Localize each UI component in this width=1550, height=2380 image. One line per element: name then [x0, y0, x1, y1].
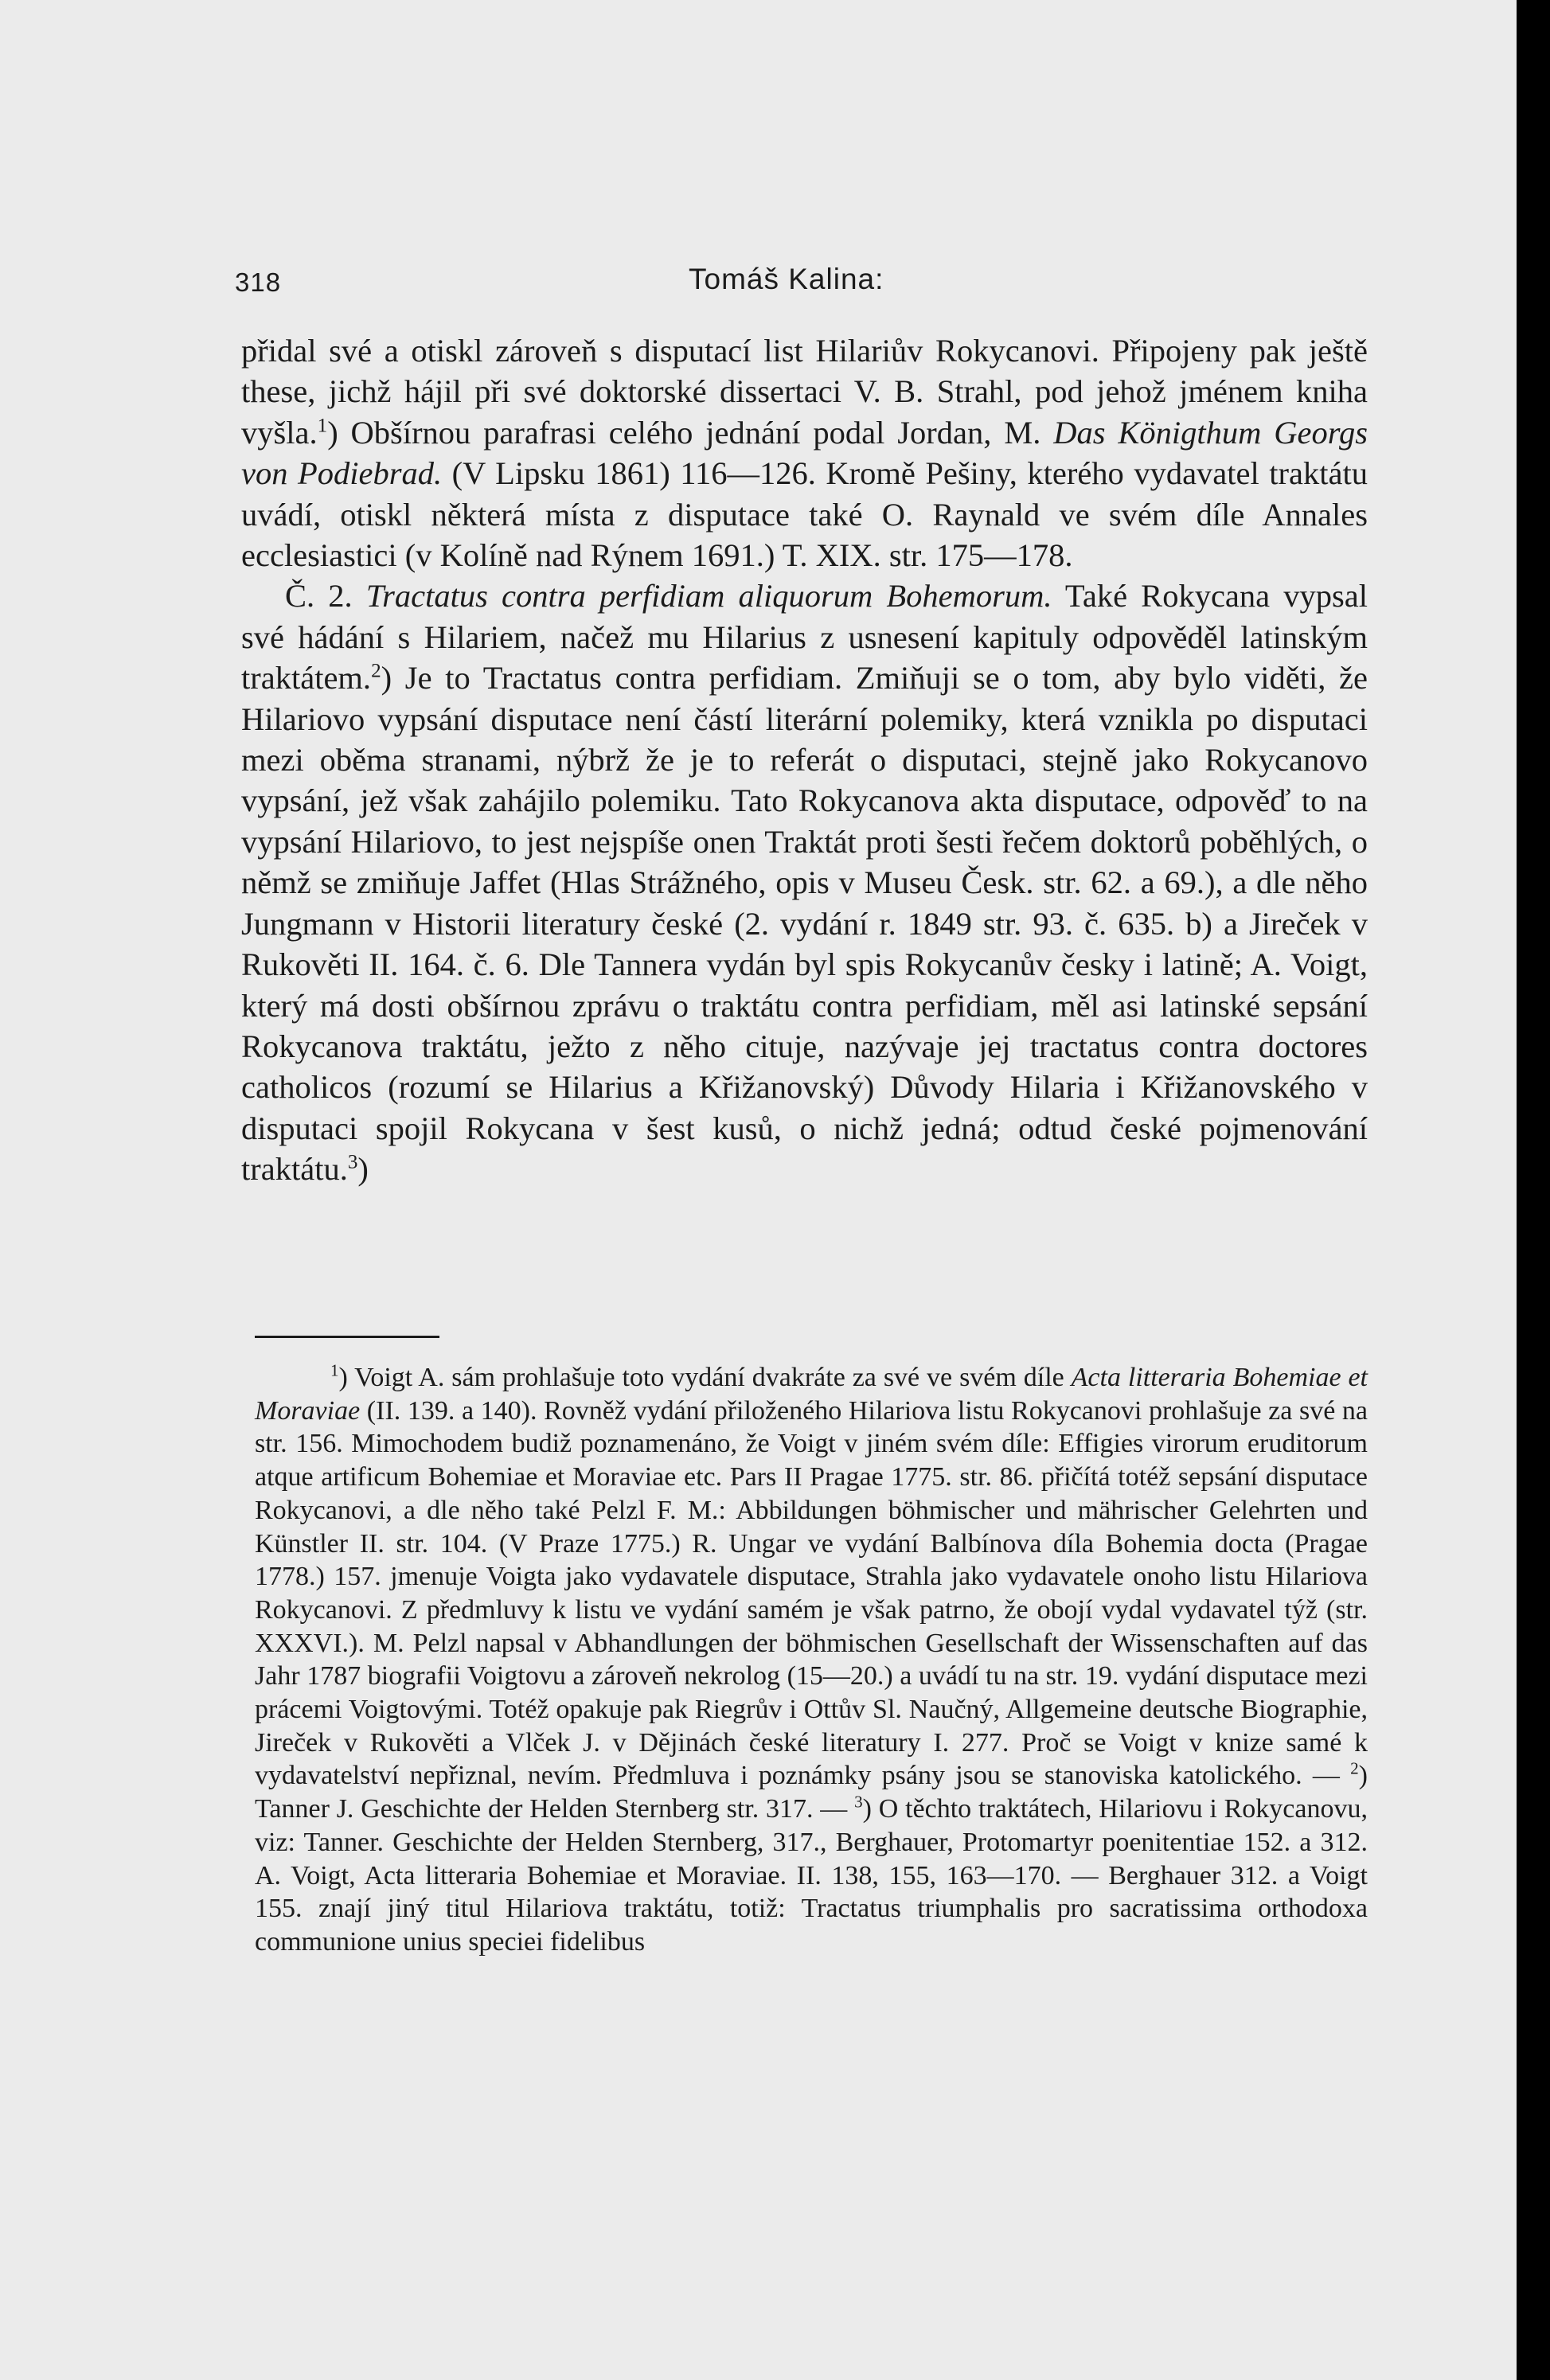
p2-tract-title: Tractatus contra perfidiam aliquorum Bohemorum.: [365, 578, 1052, 615]
paragraph-2: [241, 575, 1368, 1189]
p1-text-2: ) Obšírnou parafrasi celého jednání podal Jordan, M.: [327, 414, 1054, 451]
footnotes: [255, 1361, 1368, 1959]
footnote-2-text: ) Tanner J. Geschichte der Helden Sternberg str. 317. —: [255, 1761, 1368, 1824]
p1-text-3: (V Lipsku 1861) 116—126. Kromě Pešiny, kterého vydavatel traktátu uvádí, otiskl některá místa z disputace také O. Raynald ve svém díle Annales ecclesiastici (v Kolíně nad Rýnem 1691.) T. XIX. str. 175—178.: [241, 455, 1368, 574]
paragraph-1: [241, 330, 1368, 575]
main-text: [241, 330, 1368, 1190]
footnote-1-text: ) Voigt A. sám prohlašuje toto vydání dvakráte za své ve svém díle: [338, 1363, 1072, 1392]
footnote-1-title: Acta litteraria Bohemiae et Moraviae: [255, 1363, 1368, 1426]
footnote-3-text: ) O těchto traktátech, Hilariovu i Rokycanovu, viz: Tanner. Geschichte der Helden Sternberg, 317., Berghauer, Protomartyr poenitentiae 152. a 312. A. Voigt, Acta litteraria Bohemiae et Moraviae. II. 138, 155, 163—170. — Berghauer 312. a Voigt 155. znají jiný titul Hilariova traktátu, totiž: Tractatus triumphalis pro sacratissima orthodoxa communione unius speciei fidelibus: [255, 1794, 1368, 1957]
footnote-ref-1: 1: [317, 415, 328, 437]
p1-text: přidal své a otiskl zároveň s disputací list Hilariův Rokycanovi. Připojeny pak ještě these, jichž hájil při své doktorské dissertaci V. B. Strahl, pod jehož jménem kniha vyšla.: [241, 333, 1368, 451]
footnote-1-marker: 1: [330, 1360, 339, 1380]
p2-text: Také Rokycana vypsal své hádání s Hilariem, načež mu Hilarius z usnesení kapituly odpověděl latinským traktátem.: [241, 578, 1368, 696]
footnote-ref-3: 3: [347, 1151, 358, 1173]
p1-book-title: Das Königthum Georgs von Podiebrad.: [241, 414, 1368, 492]
scan-border: [1517, 0, 1550, 2380]
p2-text-3: ): [357, 1151, 369, 1188]
footnote-3-marker: 3: [854, 1792, 863, 1812]
footnote-2-marker: 2: [1350, 1759, 1359, 1779]
footnote-1-text-2: (II. 139. a 140). Rovněž vydání přiloženého Hilariova listu Rokycanovi prohlašuje za své na str. 156. Mimochodem budiž poznamenáno, že Voigt v jiném svém díle: Effigies virorum eruditorum atque artificum Bohemiae et Moraviae etc. Pars II Pragae 1775. str. 86. přičítá totéž sepsání disputace Rokycanovi, a dle něho také Pelzl F. M.: Abbildungen böhmischer und mährischer Gelehrten und Künstler II. str. 104. (V Praze 1775.) R. Ungar ve vydání Balbínova díla Bohemia docta (Pragae 1778.) 157. jmenuje Voigta jako vydavatele disputace, Strahla jako vydavatele onoho listu Hilariova Rokycanovi. Z předmluvy k listu ve vydání samém je však patrno, že obojí vydal vydavatel týž (str. XXXVI.). M. Pelzl napsal v Abhandlungen der böhmischen Gesellschaft der Wissenschaften auf das Jahr 1787 biografii Voigtovu a zároveň nekrolog (15—20.) a uvádí tu na str. 19. vydání disputace mezi prácemi Voigtovými. Totéž opakuje pak Riegrův i Ottův Sl. Naučný, Allgemeine deutsche Biographie, Jireček v Rukověti a Vlček J. v Dějinách české literatury I. 277. Proč se Voigt v knize samé k vydavatelství nepřiznal, nevím. Předmluva i poznámky psány jsou se stanoviska katolického. —: [255, 1395, 1368, 1791]
page-number: 318: [235, 267, 282, 297]
p2-label: Č. 2.: [285, 578, 366, 615]
footnote-block: [255, 1361, 1368, 1959]
footnote-rule: [255, 1336, 439, 1338]
p2-text-2: ) Je to Tractatus contra perfidiam. Zmiňuji se o tom, aby bylo viděti, že Hilariovo vypsání disputace není částí literární polemiky, která vznikla po disputaci mezi oběma stranami, nýbrž že je to referát o disputaci, stejně jako Rokycanovo vypsání, jež však zahájilo polemiku. Tato Rokycanova akta disputace, odpověď to na vypsání Hilariovo, to jest nejspíše onen Traktát proti šesti řečem doktorů poběhlých, o němž se zmiňuje Jaffet (Hlas Strážného, opis v Museu Česk. str. 62. a 69.), a dle něho Jungmann v Historii literatury české (2. vydání r. 1849 str. 93. č. 635. b) a Jireček v Rukověti II. 164. č. 6. Dle Tannera vydán byl spis Rokycanův česky i latině; A. Voigt, který má dosti obšírnou zprávu o traktátu contra perfidiam, měl asi latinské sepsání Rokycanova traktátu, ježto z něho cituje, nazývaje jej tractatus contra doctores catholicos (rozumí se Hilarius a Křižanovský) Důvody Hilaria i Křižanovského v disputaci spojil Rokycana v šest kusů, o nichž jedná; odtud české pojmenování traktátu.: [241, 660, 1368, 1188]
footnote-ref-2: 2: [371, 660, 381, 682]
running-head: Tomáš Kalina:: [689, 263, 884, 295]
